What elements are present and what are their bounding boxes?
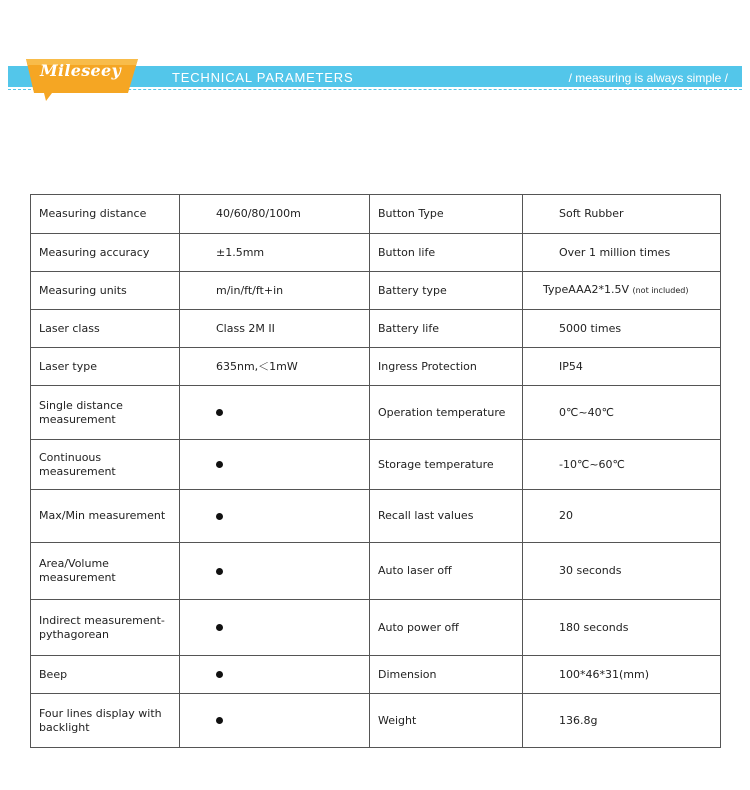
spec-label: Laser type bbox=[31, 348, 180, 386]
spec-label: Single distance measurement bbox=[31, 386, 180, 440]
spec-label: Storage temperature bbox=[370, 440, 523, 490]
spec-value: Soft Rubber bbox=[523, 195, 721, 234]
brand-logo: Mileseey bbox=[40, 61, 122, 80]
spec-value: 136.8g bbox=[523, 694, 721, 748]
feature-supported-text bbox=[223, 406, 224, 407]
battery-note: (not included) bbox=[632, 286, 689, 295]
tagline: / measuring is always simple / bbox=[568, 71, 728, 85]
spec-label: Battery life bbox=[370, 310, 523, 348]
table-row bbox=[31, 543, 721, 600]
spec-label: Measuring units bbox=[31, 272, 180, 310]
feature-supported-dot bbox=[216, 624, 223, 631]
page-title: TECHNICAL PARAMETERS bbox=[172, 70, 354, 85]
spec-value bbox=[523, 272, 721, 310]
spec-value bbox=[180, 600, 370, 656]
feature-supported-text bbox=[223, 564, 224, 565]
feature-supported-text bbox=[223, 668, 224, 669]
table-row bbox=[31, 234, 721, 272]
spec-label: Auto power off bbox=[370, 600, 523, 656]
table-row bbox=[31, 490, 721, 543]
spec-label: Measuring distance bbox=[31, 195, 180, 234]
spec-value: -10℃~60℃ bbox=[523, 440, 721, 490]
spec-label: Area/Volume measurement bbox=[31, 543, 180, 600]
spec-value: 5000 times bbox=[523, 310, 721, 348]
table-row bbox=[31, 694, 721, 748]
spec-label: Weight bbox=[370, 694, 523, 748]
spec-value: Class 2M II bbox=[180, 310, 370, 348]
feature-supported-text bbox=[223, 714, 224, 715]
spec-label: Continuous measurement bbox=[31, 440, 180, 490]
spec-value: 100*46*31(mm) bbox=[523, 656, 721, 694]
spec-value: IP54 bbox=[523, 348, 721, 386]
feature-supported-dot bbox=[216, 568, 223, 575]
spec-label: Button Type bbox=[370, 195, 523, 234]
feature-supported-dot bbox=[216, 461, 223, 468]
spec-value bbox=[180, 440, 370, 490]
spec-value: 20 bbox=[523, 490, 721, 543]
spec-value: 180 seconds bbox=[523, 600, 721, 656]
feature-supported-dot bbox=[216, 717, 223, 724]
spec-value bbox=[180, 694, 370, 748]
table-row bbox=[31, 310, 721, 348]
spec-value: 0℃~40℃ bbox=[523, 386, 721, 440]
spec-label: Four lines display with backlight bbox=[31, 694, 180, 748]
feature-supported-dot bbox=[216, 671, 223, 678]
feature-supported-text bbox=[223, 509, 224, 510]
table-row bbox=[31, 656, 721, 694]
spec-label: Recall last values bbox=[370, 490, 523, 543]
spec-table bbox=[30, 194, 721, 748]
table-row bbox=[31, 195, 721, 234]
spec-label: Button life bbox=[370, 234, 523, 272]
spec-label: Operation temperature bbox=[370, 386, 523, 440]
spec-value: Over 1 million times bbox=[523, 234, 721, 272]
spec-value bbox=[180, 386, 370, 440]
spec-value: 30 seconds bbox=[523, 543, 721, 600]
spec-value: m/in/ft/ft+in bbox=[180, 272, 370, 310]
spec-value bbox=[180, 490, 370, 543]
spec-label: Ingress Protection bbox=[370, 348, 523, 386]
spec-label: Laser class bbox=[31, 310, 180, 348]
spec-label: Measuring accuracy bbox=[31, 234, 180, 272]
spec-value: 635nm,＜1mW bbox=[180, 348, 370, 386]
spec-label: Indirect measurement-pythagorean bbox=[31, 600, 180, 656]
spec-label: Max/Min measurement bbox=[31, 490, 180, 543]
feature-supported-text bbox=[223, 458, 224, 459]
spec-value bbox=[180, 656, 370, 694]
table-row bbox=[31, 440, 721, 490]
spec-value: ±1.5mm bbox=[180, 234, 370, 272]
spec-value: 40/60/80/100m bbox=[180, 195, 370, 234]
table-row bbox=[31, 386, 721, 440]
table-row bbox=[31, 600, 721, 656]
battery-type-value: TypeAAA2*1.5V bbox=[543, 283, 629, 296]
spec-label: Beep bbox=[31, 656, 180, 694]
feature-supported-dot bbox=[216, 409, 223, 416]
table-row bbox=[31, 272, 721, 310]
spec-label: Dimension bbox=[370, 656, 523, 694]
table-row bbox=[31, 348, 721, 386]
spec-label: Auto laser off bbox=[370, 543, 523, 600]
feature-supported-dot bbox=[216, 513, 223, 520]
spec-value bbox=[180, 543, 370, 600]
spec-label: Battery type bbox=[370, 272, 523, 310]
feature-supported-text bbox=[223, 621, 224, 622]
